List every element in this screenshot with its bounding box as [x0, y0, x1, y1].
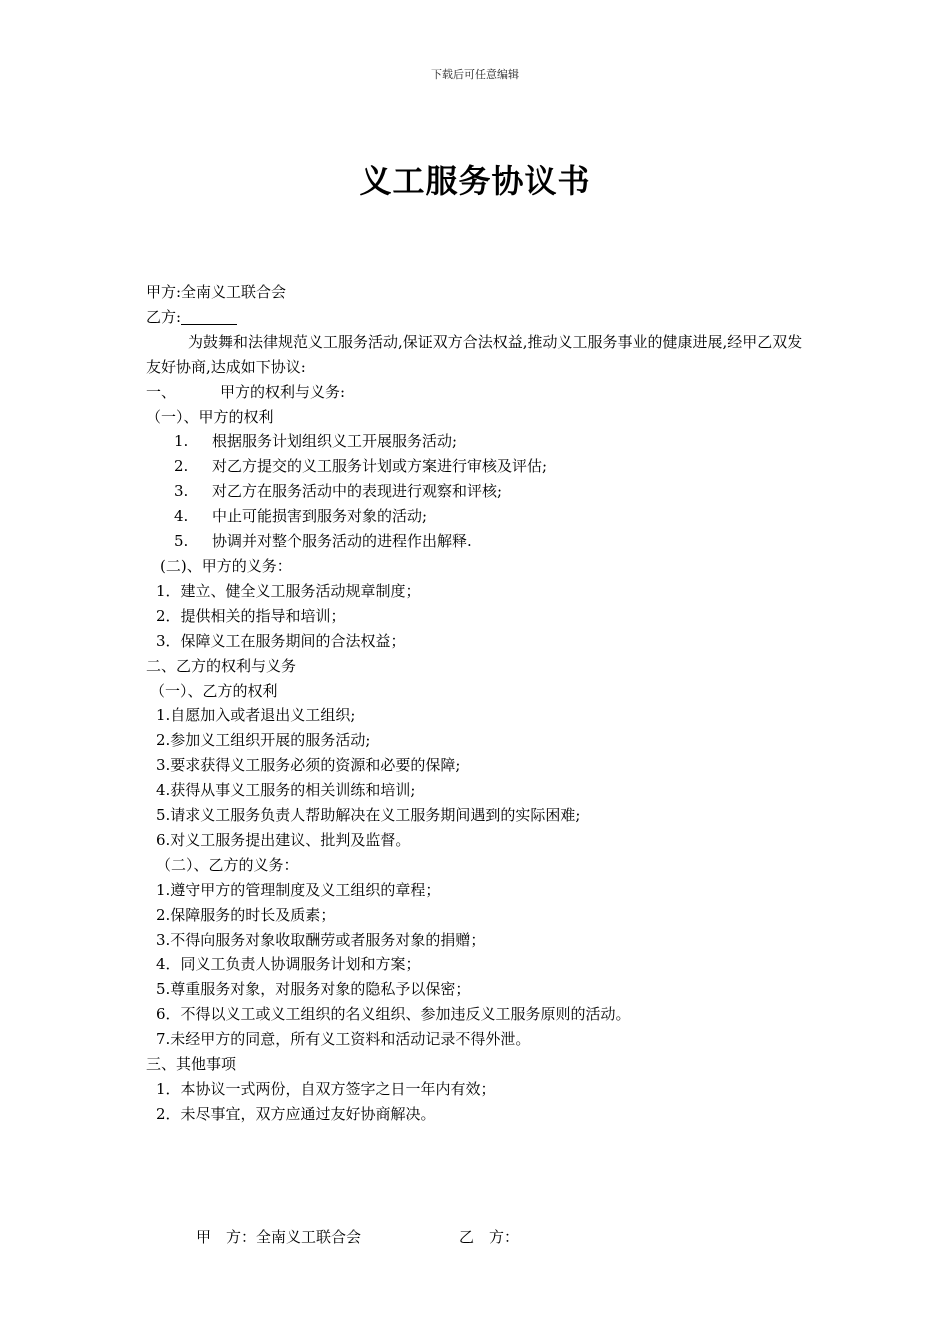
list-text: 协调并对整个服务活动的进程作出解释. [212, 532, 472, 551]
list-item: 6.对义工服务提出建议、批判及监督。 [156, 830, 411, 849]
list-item: 2．未尽事宜，双方应通过友好协商解决。 [156, 1104, 436, 1123]
list-num: 5. [174, 532, 189, 551]
list-item: 7.未经甲方的同意，所有义工资料和活动记录不得外泄。 [156, 1030, 531, 1049]
list-item: 4.获得从事义工服务的相关训练和培训; [156, 781, 416, 800]
subsection-1-1: （一）、甲方的权利 [146, 407, 274, 426]
list-text: 中止可能损害到服务对象的活动; [212, 507, 428, 526]
list-item: 1.自愿加入或者退出义工组织; [156, 706, 356, 725]
list-item: 4．同义工负责人协调服务计划和方案； [156, 955, 421, 974]
party-b-label: 乙方: [146, 307, 182, 326]
list-item [146, 429, 814, 454]
list-text: 对乙方提交的义工服务计划或方案进行审核及评估; [212, 457, 548, 476]
list-item [146, 454, 814, 479]
list-item [146, 479, 814, 504]
list-item: 2.参加义工组织开展的服务活动; [156, 731, 371, 750]
document-body [146, 280, 814, 1127]
list-text: 对乙方在服务活动中的表现进行观察和评核; [212, 482, 503, 501]
list-num: 1. [174, 432, 189, 451]
list-text: 根据服务计划组织义工开展服务活动; [212, 432, 458, 451]
party-a-line: 甲方:全南义工联合会 [146, 283, 287, 301]
signature-party-a: 甲 方：全南义工联合会 [196, 1228, 362, 1246]
list-item: 1．建立、健全义工服务活动规章制度； [156, 581, 421, 600]
list-item: 6．不得以义工或义工组织的名义组织、参加违反义工服务原则的活动。 [156, 1005, 631, 1024]
section-1-heading [146, 380, 814, 405]
intro-paragraph: 为鼓舞和法律规范义工服务活动,保证双方合法权益,推动义工服务事业的健康进展,经甲乙双发友好协商,达成如下协议: [146, 332, 803, 376]
subsection-1-2: (二)、甲方的义务： [160, 556, 292, 575]
list-item: 2.保障服务的时长及质素； [156, 905, 336, 924]
list-item: 3.要求获得义工服务必须的资源和必要的保障; [156, 756, 461, 775]
list-item: 3．保障义工在服务期间的合法权益； [156, 631, 406, 650]
list-item [146, 529, 814, 554]
list-item: 1．本协议一式两份，自双方签字之日一年内有效； [156, 1080, 496, 1098]
list-num: 3. [174, 482, 189, 501]
subsection-2-1: （一）、乙方的权利 [150, 681, 278, 700]
signature-party-b: 乙 方： [459, 1228, 520, 1246]
list-item [146, 504, 814, 529]
list-num: 4. [174, 507, 189, 526]
list-item: 5.尊重服务对象，对服务对象的隐私予以保密； [156, 980, 471, 999]
subsection-2-2: （二）、乙方的义务： [156, 855, 299, 874]
section-1-title: 甲方的权利与义务: [220, 382, 346, 401]
list-item: 3.不得向服务对象收取酬劳或者服务对象的捐赠； [156, 930, 486, 949]
page-header: 下载后可任意编辑 [431, 68, 519, 81]
section-1-num: 一、 [146, 382, 177, 401]
list-item: 2．提供相关的指导和培训； [156, 606, 346, 625]
list-num: 2. [174, 457, 189, 476]
party-b-line [146, 305, 814, 330]
section-3-heading: 三、其他事项 [146, 1055, 237, 1074]
party-b-blank [181, 308, 237, 325]
list-item: 5.请求义工服务负责人帮助解决在义工服务期间遇到的实际困难; [156, 806, 581, 825]
section-2-heading: 二、乙方的权利与义务 [146, 656, 297, 675]
list-item: 1.遵守甲方的管理制度及义工组织的章程； [156, 880, 441, 899]
document-title: 义工服务协议书 [359, 162, 591, 200]
